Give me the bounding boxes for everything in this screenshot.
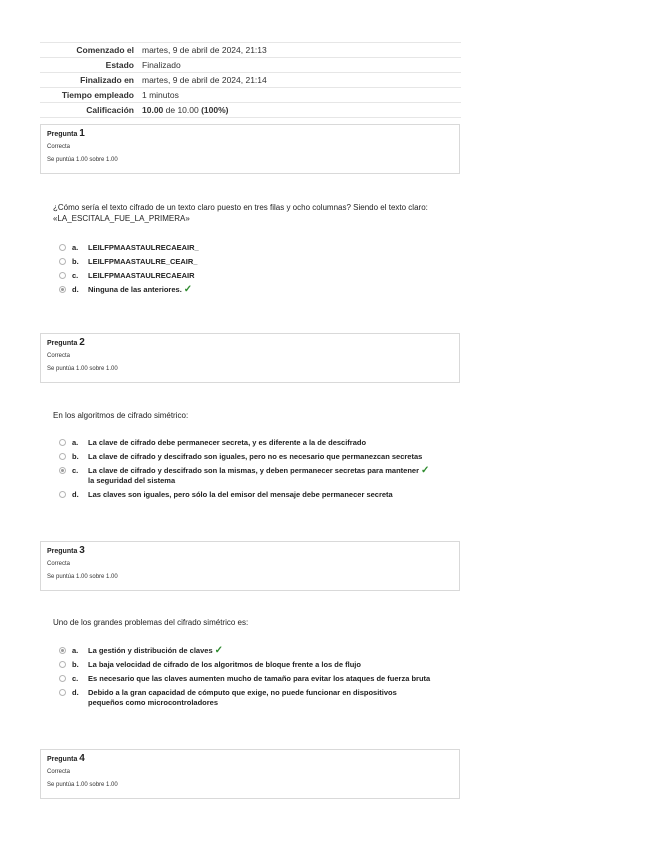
answer-option[interactable] [59, 438, 459, 448]
answer-option[interactable] [59, 674, 459, 684]
summary-value: martes, 9 de abril de 2024, 21:14 [138, 73, 461, 88]
question-text-3 [53, 617, 453, 628]
summary-row-time [40, 88, 461, 103]
answer-option[interactable] [59, 660, 459, 670]
answer-letter: d. [72, 285, 79, 294]
answer-text: LEILFPMAASTAULRE_CEAIR_ [88, 257, 198, 266]
summary-label: Comenzado el [40, 43, 138, 58]
summary-value: 1 minutos [138, 88, 461, 103]
question-number: Pregunta 3 [47, 545, 85, 556]
radio-button[interactable] [59, 453, 66, 460]
answer-letter: b. [72, 660, 79, 669]
answer-text: Debido a la gran capacidad de cómputo que exige, no puede funcionar en dispositivos pequeños como microcontroladores [88, 688, 397, 707]
answer-letter: b. [72, 257, 79, 266]
question-state: Correcta [47, 561, 71, 567]
radio-button[interactable] [59, 244, 66, 251]
summary-row-grade [40, 103, 461, 118]
question-info-3 [40, 541, 460, 591]
answer-letter: d. [72, 490, 79, 499]
question-number: Pregunta 2 [47, 337, 85, 348]
summary-label: Tiempo empleado [40, 88, 138, 103]
question-number: Pregunta 1 [47, 128, 85, 139]
answer-option[interactable] [59, 452, 459, 462]
question-text-1 [53, 202, 453, 224]
answer-list-1 [59, 243, 459, 299]
answer-letter: a. [72, 438, 79, 447]
answer-option[interactable] [59, 243, 459, 253]
summary-grade-value [138, 103, 461, 118]
summary-label: Finalizado en [40, 73, 138, 88]
radio-button[interactable] [59, 675, 66, 682]
grade-score: 10.00 [142, 105, 164, 115]
answer-letter: c. [72, 271, 79, 280]
question-info-2 [40, 333, 460, 383]
answer-text: Es necesario que las claves aumenten mucho de tamaño para evitar los ataques de fuerza bruta [88, 674, 431, 683]
question-grade: Se puntúa 1.00 sobre 1.00 [47, 157, 118, 163]
answer-option[interactable] [59, 490, 459, 500]
summary-value: Finalizado [138, 58, 461, 73]
question-state: Correcta [47, 353, 71, 359]
radio-button[interactable] [59, 258, 66, 265]
answer-text: Ninguna de las anteriores. [88, 285, 182, 294]
question-text-line: En los algoritmos de cifrado simétrico: [53, 411, 189, 420]
question-text-line: Uno de los grandes problemas del cifrado simétrico es: [53, 618, 249, 627]
radio-button-checked[interactable] [59, 286, 66, 293]
question-number: Pregunta 4 [47, 753, 85, 764]
summary-row-finished [40, 73, 461, 88]
radio-button[interactable] [59, 689, 66, 696]
question-grade: Se puntúa 1.00 sobre 1.00 [47, 782, 118, 788]
summary-row-started [40, 43, 461, 58]
answer-text: La clave de cifrado y descifrado son la mismas, y deben permanecer secretas para mantener la seguridad del sistema [88, 466, 419, 485]
grade-percent: (100%) [201, 105, 229, 115]
radio-button[interactable] [59, 491, 66, 498]
answer-option-selected[interactable] [59, 646, 459, 656]
answer-text: La clave de cifrado debe permanecer secreta, y es diferente a la de descifrado [88, 438, 367, 447]
answer-option[interactable] [59, 688, 459, 708]
answer-letter: d. [72, 688, 79, 697]
check-icon: ✓ [421, 465, 430, 476]
answer-text: Las claves son iguales, pero sólo la del emisor del mensaje debe permanecer secreta [88, 490, 393, 499]
radio-button[interactable] [59, 272, 66, 279]
answer-letter: c. [72, 674, 79, 683]
answer-text: La baja velocidad de cifrado de los algoritmos de bloque frente a los de flujo [88, 660, 361, 669]
summary-label: Estado [40, 58, 138, 73]
answer-list-2 [59, 438, 459, 504]
answer-letter: a. [72, 243, 79, 252]
radio-button[interactable] [59, 661, 66, 668]
answer-option-selected[interactable] [59, 466, 459, 486]
radio-button[interactable] [59, 439, 66, 446]
answer-text: LEILFPMAASTAULRECAEAIR_ [88, 243, 199, 252]
answer-text: La clave de cifrado y descifrado son iguales, pero no es necesario que permanezcan secretas [88, 452, 423, 461]
question-grade: Se puntúa 1.00 sobre 1.00 [47, 366, 118, 372]
answer-letter: c. [72, 466, 79, 475]
question-info-4 [40, 749, 460, 799]
summary-value: martes, 9 de abril de 2024, 21:13 [138, 43, 461, 58]
radio-button-checked[interactable] [59, 647, 66, 654]
answer-letter: a. [72, 646, 79, 655]
answer-text: LEILFPMAASTAULRECAEAIR [88, 271, 195, 280]
radio-button-checked[interactable] [59, 467, 66, 474]
question-state: Correcta [47, 769, 71, 775]
attempt-summary-table [40, 42, 461, 118]
question-text-line: ¿Cómo sería el texto cifrado de un texto claro puesto en tres filas y ocho columnas? Siendo el texto claro: [53, 203, 428, 212]
question-text-line: «LA_ESCITALA_FUE_LA_PRIMERA» [53, 214, 190, 223]
check-icon: ✓ [183, 284, 193, 295]
grade-total: de 10.00 [163, 105, 202, 115]
answer-letter: b. [72, 452, 79, 461]
answer-option[interactable] [59, 257, 459, 267]
question-info-1 [40, 124, 460, 174]
question-state: Correcta [47, 144, 71, 150]
answer-list-3 [59, 646, 459, 712]
answer-option[interactable] [59, 271, 459, 281]
answer-option-selected[interactable] [59, 285, 459, 295]
check-icon: ✓ [214, 645, 224, 656]
question-text-2 [53, 410, 453, 421]
summary-label: Calificación [40, 103, 138, 118]
question-grade: Se puntúa 1.00 sobre 1.00 [47, 574, 118, 580]
summary-row-state [40, 58, 461, 73]
answer-text: La gestión y distribución de claves [88, 646, 213, 655]
